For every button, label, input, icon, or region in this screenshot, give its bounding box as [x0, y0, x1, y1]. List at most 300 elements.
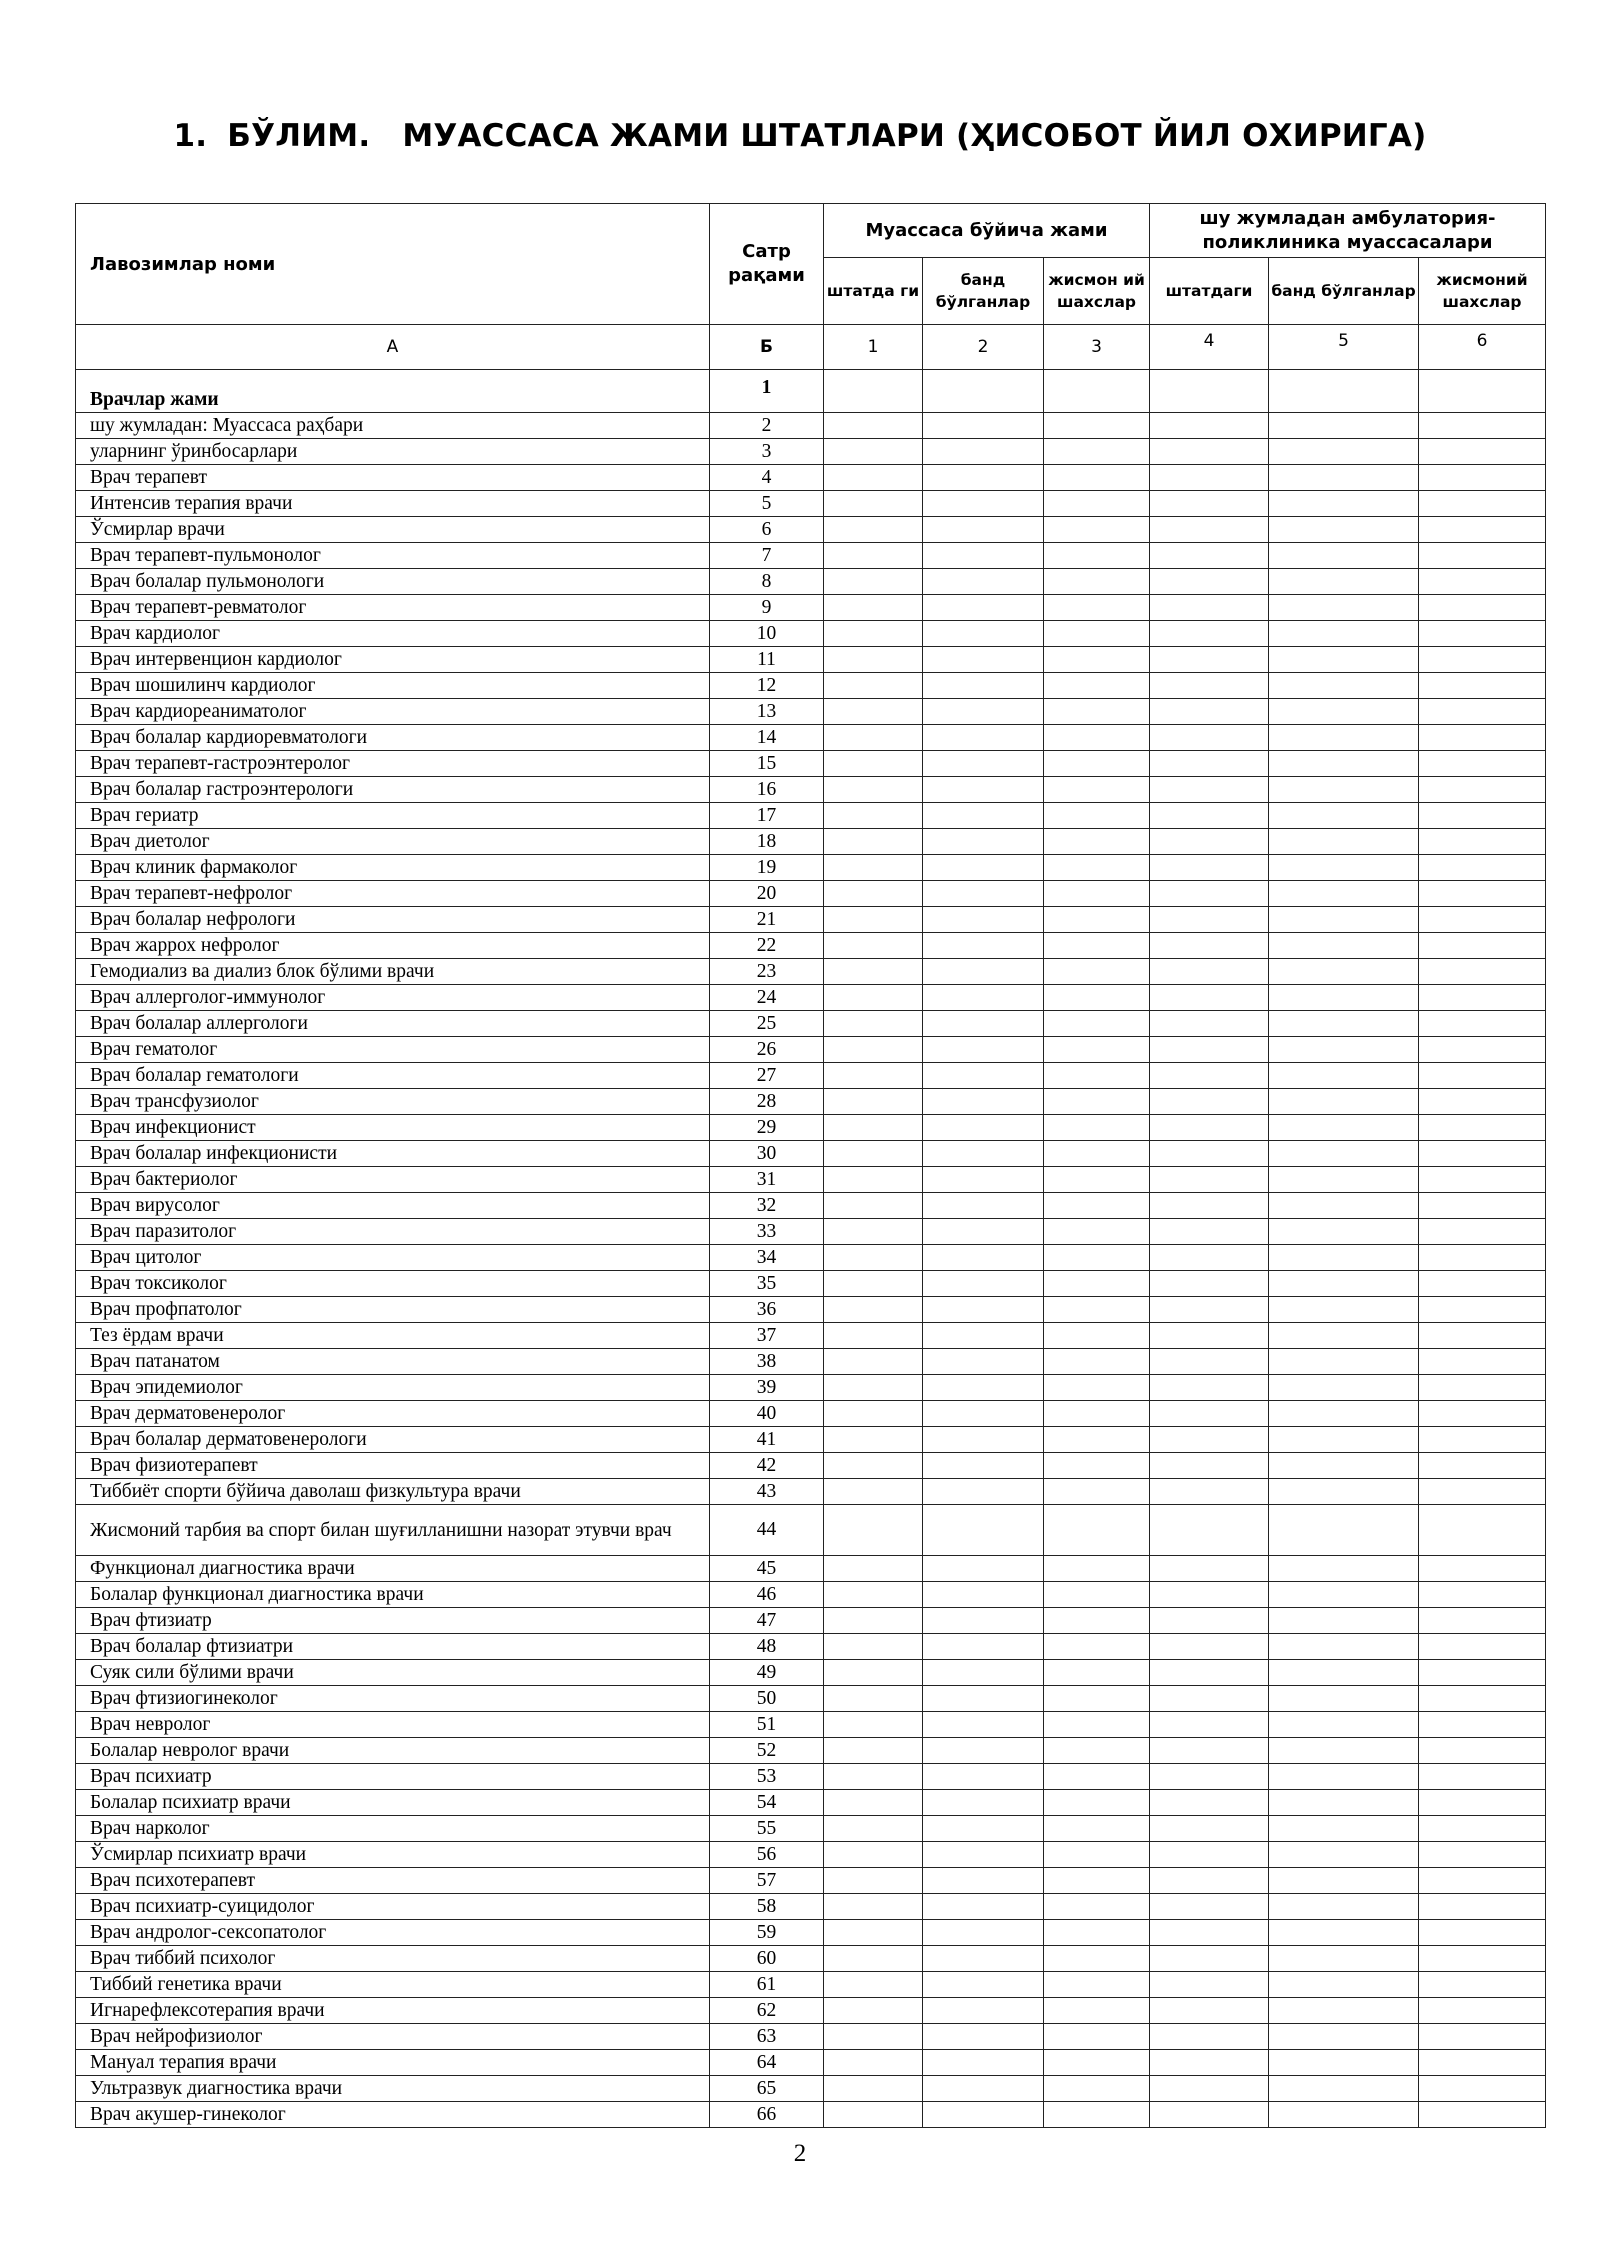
value-cell[interactable]: [923, 803, 1044, 829]
value-cell[interactable]: [923, 491, 1044, 517]
value-cell[interactable]: [1150, 1946, 1269, 1972]
value-cell[interactable]: [1419, 699, 1546, 725]
value-cell[interactable]: [1044, 1998, 1150, 2024]
value-cell[interactable]: [1044, 1297, 1150, 1323]
value-cell[interactable]: [923, 1219, 1044, 1245]
value-cell[interactable]: [824, 1634, 923, 1660]
value-cell[interactable]: [923, 1505, 1044, 1556]
value-cell[interactable]: [1269, 1219, 1419, 1245]
value-cell[interactable]: [1419, 1868, 1546, 1894]
value-cell[interactable]: [1269, 1972, 1419, 1998]
value-cell[interactable]: [824, 1686, 923, 1712]
value-cell[interactable]: [923, 1271, 1044, 1297]
value-cell[interactable]: [1419, 1115, 1546, 1141]
value-cell[interactable]: [824, 1972, 923, 1998]
value-cell[interactable]: [1419, 985, 1546, 1011]
value-cell[interactable]: [923, 777, 1044, 803]
value-cell[interactable]: [923, 370, 1044, 413]
value-cell[interactable]: [824, 1349, 923, 1375]
value-cell[interactable]: [1150, 1998, 1269, 2024]
value-cell[interactable]: [1150, 803, 1269, 829]
value-cell[interactable]: [1419, 1505, 1546, 1556]
value-cell[interactable]: [923, 2024, 1044, 2050]
value-cell[interactable]: [824, 1738, 923, 1764]
value-cell[interactable]: [1150, 543, 1269, 569]
value-cell[interactable]: [824, 1401, 923, 1427]
value-cell[interactable]: [824, 1894, 923, 1920]
value-cell[interactable]: [1419, 1349, 1546, 1375]
value-cell[interactable]: [1044, 725, 1150, 751]
value-cell[interactable]: [1044, 1608, 1150, 1634]
value-cell[interactable]: [1419, 543, 1546, 569]
value-cell[interactable]: [1150, 1972, 1269, 1998]
value-cell[interactable]: [1150, 1245, 1269, 1271]
value-cell[interactable]: [1269, 413, 1419, 439]
value-cell[interactable]: [1044, 413, 1150, 439]
value-cell[interactable]: [824, 1582, 923, 1608]
value-cell[interactable]: [1150, 1556, 1269, 1582]
value-cell[interactable]: [1269, 2076, 1419, 2102]
value-cell[interactable]: [1150, 1271, 1269, 1297]
value-cell[interactable]: [1269, 370, 1419, 413]
value-cell[interactable]: [824, 959, 923, 985]
value-cell[interactable]: [1269, 1193, 1419, 1219]
value-cell[interactable]: [1269, 1816, 1419, 1842]
value-cell[interactable]: [1044, 699, 1150, 725]
value-cell[interactable]: [1419, 1245, 1546, 1271]
value-cell[interactable]: [923, 855, 1044, 881]
value-cell[interactable]: [923, 751, 1044, 777]
value-cell[interactable]: [1269, 1764, 1419, 1790]
value-cell[interactable]: [923, 1660, 1044, 1686]
value-cell[interactable]: [1150, 1167, 1269, 1193]
value-cell[interactable]: [824, 855, 923, 881]
value-cell[interactable]: [1269, 1686, 1419, 1712]
value-cell[interactable]: [824, 699, 923, 725]
value-cell[interactable]: [1044, 569, 1150, 595]
value-cell[interactable]: [1150, 370, 1269, 413]
value-cell[interactable]: [824, 543, 923, 569]
value-cell[interactable]: [824, 491, 923, 517]
value-cell[interactable]: [1150, 907, 1269, 933]
value-cell[interactable]: [824, 1219, 923, 1245]
value-cell[interactable]: [1150, 959, 1269, 985]
value-cell[interactable]: [1044, 959, 1150, 985]
value-cell[interactable]: [1044, 1972, 1150, 1998]
value-cell[interactable]: [824, 413, 923, 439]
value-cell[interactable]: [1150, 881, 1269, 907]
value-cell[interactable]: [824, 2102, 923, 2128]
value-cell[interactable]: [824, 1608, 923, 1634]
value-cell[interactable]: [1419, 673, 1546, 699]
value-cell[interactable]: [1044, 1582, 1150, 1608]
value-cell[interactable]: [1044, 751, 1150, 777]
value-cell[interactable]: [923, 1946, 1044, 1972]
value-cell[interactable]: [1044, 1894, 1150, 1920]
value-cell[interactable]: [1419, 1582, 1546, 1608]
value-cell[interactable]: [923, 517, 1044, 543]
value-cell[interactable]: [1150, 1219, 1269, 1245]
value-cell[interactable]: [1044, 1323, 1150, 1349]
value-cell[interactable]: [1044, 1427, 1150, 1453]
value-cell[interactable]: [1419, 803, 1546, 829]
value-cell[interactable]: [1044, 1764, 1150, 1790]
value-cell[interactable]: [1044, 1011, 1150, 1037]
value-cell[interactable]: [923, 595, 1044, 621]
value-cell[interactable]: [1044, 517, 1150, 543]
value-cell[interactable]: [1150, 439, 1269, 465]
value-cell[interactable]: [824, 803, 923, 829]
value-cell[interactable]: [1150, 1790, 1269, 1816]
value-cell[interactable]: [824, 673, 923, 699]
value-cell[interactable]: [923, 1141, 1044, 1167]
value-cell[interactable]: [1419, 647, 1546, 673]
value-cell[interactable]: [1150, 1660, 1269, 1686]
value-cell[interactable]: [1044, 1686, 1150, 1712]
value-cell[interactable]: [1269, 1245, 1419, 1271]
value-cell[interactable]: [1150, 1582, 1269, 1608]
value-cell[interactable]: [923, 699, 1044, 725]
value-cell[interactable]: [1419, 1141, 1546, 1167]
value-cell[interactable]: [1044, 907, 1150, 933]
value-cell[interactable]: [824, 595, 923, 621]
value-cell[interactable]: [824, 933, 923, 959]
value-cell[interactable]: [1269, 1401, 1419, 1427]
value-cell[interactable]: [1419, 1167, 1546, 1193]
value-cell[interactable]: [1044, 1271, 1150, 1297]
value-cell[interactable]: [1150, 1115, 1269, 1141]
value-cell[interactable]: [1269, 1556, 1419, 1582]
value-cell[interactable]: [1419, 1712, 1546, 1738]
value-cell[interactable]: [1269, 2024, 1419, 2050]
value-cell[interactable]: [1269, 543, 1419, 569]
value-cell[interactable]: [1269, 933, 1419, 959]
value-cell[interactable]: [824, 569, 923, 595]
value-cell[interactable]: [1044, 1115, 1150, 1141]
value-cell[interactable]: [824, 517, 923, 543]
value-cell[interactable]: [824, 1323, 923, 1349]
value-cell[interactable]: [1044, 777, 1150, 803]
value-cell[interactable]: [923, 829, 1044, 855]
value-cell[interactable]: [1044, 1375, 1150, 1401]
value-cell[interactable]: [1269, 1375, 1419, 1401]
value-cell[interactable]: [1419, 595, 1546, 621]
value-cell[interactable]: [1150, 2024, 1269, 2050]
value-cell[interactable]: [1269, 517, 1419, 543]
value-cell[interactable]: [923, 1063, 1044, 1089]
value-cell[interactable]: [1150, 1634, 1269, 1660]
value-cell[interactable]: [1419, 1894, 1546, 1920]
value-cell[interactable]: [1419, 1479, 1546, 1505]
value-cell[interactable]: [1150, 491, 1269, 517]
value-cell[interactable]: [1044, 2024, 1150, 2050]
value-cell[interactable]: [824, 1011, 923, 1037]
value-cell[interactable]: [1150, 1427, 1269, 1453]
value-cell[interactable]: [1044, 1920, 1150, 1946]
value-cell[interactable]: [923, 1401, 1044, 1427]
value-cell[interactable]: [1150, 647, 1269, 673]
value-cell[interactable]: [1269, 491, 1419, 517]
value-cell[interactable]: [1419, 751, 1546, 777]
value-cell[interactable]: [1150, 1712, 1269, 1738]
value-cell[interactable]: [1419, 829, 1546, 855]
value-cell[interactable]: [1419, 1219, 1546, 1245]
value-cell[interactable]: [1150, 1686, 1269, 1712]
value-cell[interactable]: [1044, 370, 1150, 413]
value-cell[interactable]: [1269, 1842, 1419, 1868]
value-cell[interactable]: [1044, 1349, 1150, 1375]
value-cell[interactable]: [824, 1556, 923, 1582]
value-cell[interactable]: [923, 2076, 1044, 2102]
value-cell[interactable]: [1269, 1712, 1419, 1738]
value-cell[interactable]: [1044, 1037, 1150, 1063]
value-cell[interactable]: [1150, 829, 1269, 855]
value-cell[interactable]: [923, 1608, 1044, 1634]
value-cell[interactable]: [1269, 1790, 1419, 1816]
value-cell[interactable]: [1419, 1634, 1546, 1660]
value-cell[interactable]: [1269, 1894, 1419, 1920]
value-cell[interactable]: [923, 1634, 1044, 1660]
value-cell[interactable]: [1269, 777, 1419, 803]
value-cell[interactable]: [1419, 881, 1546, 907]
value-cell[interactable]: [1150, 1453, 1269, 1479]
value-cell[interactable]: [1419, 439, 1546, 465]
value-cell[interactable]: [923, 2102, 1044, 2128]
value-cell[interactable]: [1150, 1608, 1269, 1634]
value-cell[interactable]: [824, 1271, 923, 1297]
value-cell[interactable]: [1150, 1738, 1269, 1764]
value-cell[interactable]: [1044, 1167, 1150, 1193]
value-cell[interactable]: [1419, 933, 1546, 959]
value-cell[interactable]: [1419, 491, 1546, 517]
value-cell[interactable]: [1044, 1219, 1150, 1245]
value-cell[interactable]: [1150, 699, 1269, 725]
value-cell[interactable]: [923, 907, 1044, 933]
value-cell[interactable]: [1419, 725, 1546, 751]
value-cell[interactable]: [824, 2050, 923, 2076]
value-cell[interactable]: [1150, 1479, 1269, 1505]
value-cell[interactable]: [1419, 1427, 1546, 1453]
value-cell[interactable]: [923, 1167, 1044, 1193]
value-cell[interactable]: [824, 2076, 923, 2102]
value-cell[interactable]: [1044, 1505, 1150, 1556]
value-cell[interactable]: [1419, 1764, 1546, 1790]
value-cell[interactable]: [1150, 2102, 1269, 2128]
value-cell[interactable]: [923, 1764, 1044, 1790]
value-cell[interactable]: [824, 1453, 923, 1479]
value-cell[interactable]: [1044, 1946, 1150, 1972]
value-cell[interactable]: [1150, 1842, 1269, 1868]
value-cell[interactable]: [923, 1868, 1044, 1894]
value-cell[interactable]: [824, 2024, 923, 2050]
value-cell[interactable]: [1150, 1089, 1269, 1115]
value-cell[interactable]: [824, 1427, 923, 1453]
value-cell[interactable]: [824, 1141, 923, 1167]
value-cell[interactable]: [1419, 1323, 1546, 1349]
value-cell[interactable]: [1419, 2050, 1546, 2076]
value-cell[interactable]: [1150, 1920, 1269, 1946]
value-cell[interactable]: [1419, 907, 1546, 933]
value-cell[interactable]: [1419, 1453, 1546, 1479]
value-cell[interactable]: [1269, 2102, 1419, 2128]
value-cell[interactable]: [1269, 465, 1419, 491]
value-cell[interactable]: [1150, 1349, 1269, 1375]
value-cell[interactable]: [1419, 855, 1546, 881]
value-cell[interactable]: [824, 985, 923, 1011]
value-cell[interactable]: [1269, 1868, 1419, 1894]
value-cell[interactable]: [1044, 595, 1150, 621]
value-cell[interactable]: [824, 725, 923, 751]
value-cell[interactable]: [923, 569, 1044, 595]
value-cell[interactable]: [923, 1556, 1044, 1582]
value-cell[interactable]: [1269, 1920, 1419, 1946]
value-cell[interactable]: [824, 777, 923, 803]
value-cell[interactable]: [923, 1998, 1044, 2024]
value-cell[interactable]: [1419, 621, 1546, 647]
value-cell[interactable]: [923, 1686, 1044, 1712]
value-cell[interactable]: [1269, 1063, 1419, 1089]
value-cell[interactable]: [1269, 1505, 1419, 1556]
value-cell[interactable]: [923, 1453, 1044, 1479]
value-cell[interactable]: [1269, 1271, 1419, 1297]
value-cell[interactable]: [1269, 907, 1419, 933]
value-cell[interactable]: [1269, 985, 1419, 1011]
value-cell[interactable]: [824, 1998, 923, 2024]
value-cell[interactable]: [923, 1011, 1044, 1037]
value-cell[interactable]: [1419, 569, 1546, 595]
value-cell[interactable]: [1269, 1479, 1419, 1505]
value-cell[interactable]: [824, 621, 923, 647]
value-cell[interactable]: [923, 1842, 1044, 1868]
value-cell[interactable]: [1044, 1453, 1150, 1479]
value-cell[interactable]: [1044, 829, 1150, 855]
value-cell[interactable]: [824, 465, 923, 491]
value-cell[interactable]: [923, 1972, 1044, 1998]
value-cell[interactable]: [1150, 595, 1269, 621]
value-cell[interactable]: [824, 1842, 923, 1868]
value-cell[interactable]: [923, 1920, 1044, 1946]
value-cell[interactable]: [1044, 803, 1150, 829]
value-cell[interactable]: [1150, 621, 1269, 647]
value-cell[interactable]: [824, 1868, 923, 1894]
value-cell[interactable]: [1269, 1141, 1419, 1167]
value-cell[interactable]: [1044, 1842, 1150, 1868]
value-cell[interactable]: [923, 1349, 1044, 1375]
value-cell[interactable]: [1150, 2076, 1269, 2102]
value-cell[interactable]: [923, 647, 1044, 673]
value-cell[interactable]: [1044, 1712, 1150, 1738]
value-cell[interactable]: [1269, 1115, 1419, 1141]
value-cell[interactable]: [1419, 1790, 1546, 1816]
value-cell[interactable]: [1044, 933, 1150, 959]
value-cell[interactable]: [1419, 1375, 1546, 1401]
value-cell[interactable]: [923, 2050, 1044, 2076]
value-cell[interactable]: [1044, 2076, 1150, 2102]
value-cell[interactable]: [824, 1764, 923, 1790]
value-cell[interactable]: [923, 1582, 1044, 1608]
value-cell[interactable]: [1150, 855, 1269, 881]
value-cell[interactable]: [1419, 777, 1546, 803]
value-cell[interactable]: [1419, 1089, 1546, 1115]
value-cell[interactable]: [1150, 933, 1269, 959]
value-cell[interactable]: [1269, 1608, 1419, 1634]
value-cell[interactable]: [1269, 881, 1419, 907]
value-cell[interactable]: [1044, 1556, 1150, 1582]
value-cell[interactable]: [824, 1505, 923, 1556]
value-cell[interactable]: [1150, 1193, 1269, 1219]
value-cell[interactable]: [1419, 1738, 1546, 1764]
value-cell[interactable]: [923, 465, 1044, 491]
value-cell[interactable]: [1150, 2050, 1269, 2076]
value-cell[interactable]: [1269, 1011, 1419, 1037]
value-cell[interactable]: [1044, 881, 1150, 907]
value-cell[interactable]: [824, 1660, 923, 1686]
value-cell[interactable]: [923, 1738, 1044, 1764]
value-cell[interactable]: [1269, 2050, 1419, 2076]
value-cell[interactable]: [1044, 1868, 1150, 1894]
value-cell[interactable]: [923, 413, 1044, 439]
value-cell[interactable]: [1269, 1738, 1419, 1764]
value-cell[interactable]: [1044, 985, 1150, 1011]
value-cell[interactable]: [1044, 673, 1150, 699]
value-cell[interactable]: [1044, 439, 1150, 465]
value-cell[interactable]: [824, 1790, 923, 1816]
value-cell[interactable]: [1419, 1556, 1546, 1582]
value-cell[interactable]: [1269, 439, 1419, 465]
value-cell[interactable]: [923, 985, 1044, 1011]
value-cell[interactable]: [824, 1946, 923, 1972]
value-cell[interactable]: [1419, 1998, 1546, 2024]
value-cell[interactable]: [1419, 370, 1546, 413]
value-cell[interactable]: [1419, 465, 1546, 491]
value-cell[interactable]: [824, 1920, 923, 1946]
value-cell[interactable]: [923, 1037, 1044, 1063]
value-cell[interactable]: [824, 1115, 923, 1141]
value-cell[interactable]: [1150, 1141, 1269, 1167]
value-cell[interactable]: [1419, 959, 1546, 985]
value-cell[interactable]: [824, 1167, 923, 1193]
value-cell[interactable]: [1269, 855, 1419, 881]
value-cell[interactable]: [1150, 1505, 1269, 1556]
value-cell[interactable]: [1150, 465, 1269, 491]
value-cell[interactable]: [1150, 1063, 1269, 1089]
value-cell[interactable]: [1269, 595, 1419, 621]
value-cell[interactable]: [923, 1479, 1044, 1505]
value-cell[interactable]: [1044, 621, 1150, 647]
value-cell[interactable]: [1150, 1401, 1269, 1427]
value-cell[interactable]: [923, 543, 1044, 569]
value-cell[interactable]: [1044, 1245, 1150, 1271]
value-cell[interactable]: [1419, 1660, 1546, 1686]
value-cell[interactable]: [1419, 1608, 1546, 1634]
value-cell[interactable]: [1269, 647, 1419, 673]
value-cell[interactable]: [1419, 1037, 1546, 1063]
value-cell[interactable]: [824, 1479, 923, 1505]
value-cell[interactable]: [1044, 855, 1150, 881]
value-cell[interactable]: [824, 1089, 923, 1115]
value-cell[interactable]: [923, 1245, 1044, 1271]
value-cell[interactable]: [923, 1894, 1044, 1920]
value-cell[interactable]: [1044, 647, 1150, 673]
value-cell[interactable]: [923, 725, 1044, 751]
value-cell[interactable]: [1419, 1842, 1546, 1868]
value-cell[interactable]: [1044, 465, 1150, 491]
value-cell[interactable]: [1419, 1816, 1546, 1842]
value-cell[interactable]: [1419, 1271, 1546, 1297]
value-cell[interactable]: [923, 1712, 1044, 1738]
value-cell[interactable]: [1419, 1401, 1546, 1427]
value-cell[interactable]: [1269, 1998, 1419, 2024]
